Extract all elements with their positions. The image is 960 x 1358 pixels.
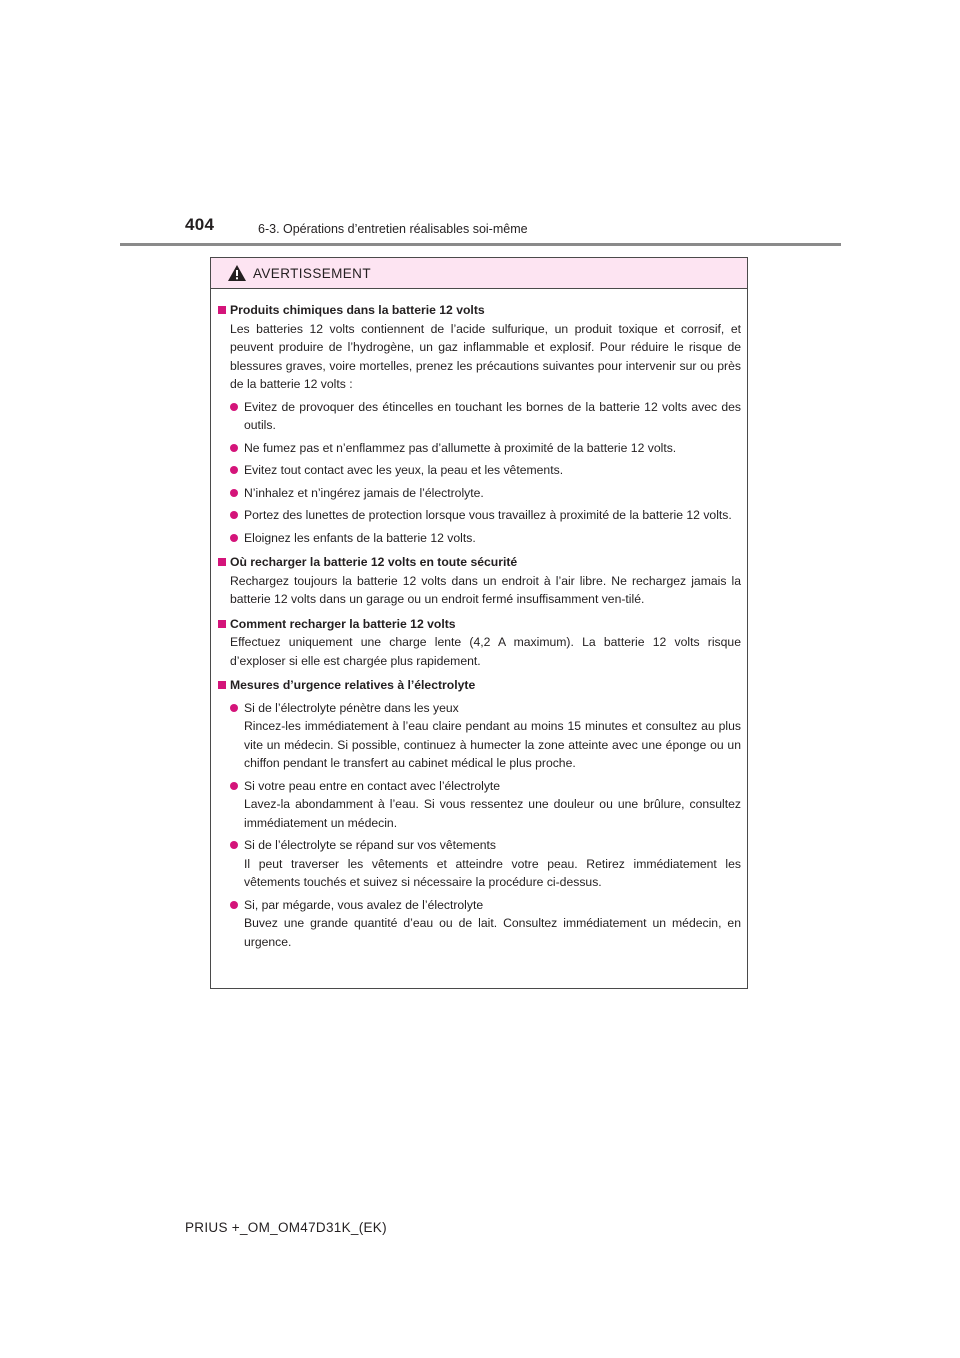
bullet-title: Si de l’électrolyte pénètre dans les yeux bbox=[244, 700, 459, 715]
bullet-title: Si votre peau entre en contact avec l’électrolyte bbox=[244, 778, 501, 793]
circle-bullet-icon bbox=[230, 841, 238, 849]
section-text: Rechargez toujours la batterie 12 volts dans un endroit à l’air libre. Ne rechargez jamais la batterie 12 volts dans un garage ou un endroit fermé insuffisamment ven-tilé. bbox=[230, 573, 741, 606]
bullet-title: Si, par mégarde, vous avalez de l’électrolyte bbox=[244, 897, 484, 912]
warning-section-where bbox=[218, 553, 741, 609]
bullet-text: Portez des lunettes de protection lorsque vous travaillez à proximité de la batterie 12 volts. bbox=[244, 508, 732, 522]
warning-section-emergency bbox=[218, 676, 741, 951]
section-heading: Comment recharger la batterie 12 volts bbox=[230, 616, 456, 631]
square-bullet-icon bbox=[218, 558, 226, 566]
document-code: PRIUS +_OM_OM47D31K_(EK) bbox=[185, 1220, 387, 1235]
warning-header bbox=[211, 258, 747, 289]
square-bullet-icon bbox=[218, 306, 226, 314]
circle-bullet-icon bbox=[230, 403, 238, 411]
list-item bbox=[218, 439, 741, 458]
list-item bbox=[218, 896, 741, 952]
bullet-text: Ne fumez pas et n’enflammez pas d’allumette à proximité de la batterie 12 volts. bbox=[244, 440, 677, 455]
section-text: Les batteries 12 volts contiennent de l’acide sulfurique, un produit toxique et corrosif, et peuvent produire de l’hydrogène, un gaz inflammable et explosif. Pour réduire le risque de blessures graves, voire mortelles, prenez les précautions suivantes pour intervenir sur ou près de la batterie 12 volts : bbox=[230, 321, 741, 391]
list-item bbox=[218, 777, 741, 833]
section-text: Effectuez uniquement une charge lente (4,2 A maximum). La batterie 12 volts risque d’exploser si elle est chargée plus rapidement. bbox=[230, 635, 741, 668]
list-item bbox=[218, 398, 741, 435]
bullet-text: Il peut traverser les vêtements et atteindre votre peau. Retirez immédiatement les vêtements touchés et suivez si nécessaire la procédure ci-dessus. bbox=[244, 856, 741, 889]
bullet-text: Lavez-la abondamment à l’eau. Si vous ressentez une douleur ou une brûlure, consultez immédiatement un médecin. bbox=[244, 797, 741, 830]
warning-section-chemicals bbox=[218, 301, 741, 547]
bullet-text: N’inhalez et n’ingérez jamais de l’électrolyte. bbox=[244, 485, 484, 500]
circle-bullet-icon bbox=[230, 901, 238, 909]
bullet-text: Evitez tout contact avec les yeux, la peau et les vêtements. bbox=[244, 463, 564, 477]
section-heading: Mesures d’urgence relatives à l’électrolyte bbox=[230, 678, 476, 692]
list-item bbox=[218, 836, 741, 892]
bullet-text: Rincez-les immédiatement à l’eau claire pendant au moins 15 minutes et consultez au plus vite un médecin. Si possible, continuez à humecter la zone atteinte avec une éponge ou un chiffon pendant le transfert au cabinet médical le plus proche. bbox=[244, 719, 741, 770]
header-divider bbox=[120, 243, 841, 246]
warning-triangle-icon bbox=[227, 264, 247, 282]
warning-body bbox=[211, 289, 747, 951]
bullet-title: Si de l’électrolyte se répand sur vos vêtements bbox=[244, 838, 496, 852]
circle-bullet-icon bbox=[230, 466, 238, 474]
circle-bullet-icon bbox=[230, 444, 238, 452]
section-heading: Produits chimiques dans la batterie 12 volts bbox=[230, 303, 485, 317]
circle-bullet-icon bbox=[230, 489, 238, 497]
list-item bbox=[218, 506, 741, 525]
square-bullet-icon bbox=[218, 681, 226, 689]
page-number: 404 bbox=[185, 215, 215, 234]
warning-section-how bbox=[218, 615, 741, 671]
bullet-text: Buvez une grande quantité d’eau ou de lait. Consultez immédiatement un médecin, en urgence. bbox=[244, 916, 741, 949]
square-bullet-icon bbox=[218, 620, 226, 628]
list-item bbox=[218, 699, 741, 773]
bullet-text: Evitez de provoquer des étincelles en touchant les bornes de la batterie 12 volts avec des outils. bbox=[244, 399, 741, 432]
warning-title: AVERTISSEMENT bbox=[253, 265, 371, 281]
warning-box bbox=[210, 257, 748, 989]
circle-bullet-icon bbox=[230, 782, 238, 790]
list-item bbox=[218, 484, 741, 503]
section-title: 6-3. Opérations d’entretien réalisables soi-même bbox=[258, 222, 528, 236]
section-heading: Où recharger la batterie 12 volts en toute sécurité bbox=[230, 555, 518, 569]
list-item bbox=[218, 529, 741, 548]
circle-bullet-icon bbox=[230, 511, 238, 519]
bullet-text: Eloignez les enfants de la batterie 12 volts. bbox=[244, 530, 476, 545]
circle-bullet-icon bbox=[230, 704, 238, 712]
list-item bbox=[218, 461, 741, 480]
circle-bullet-icon bbox=[230, 534, 238, 542]
